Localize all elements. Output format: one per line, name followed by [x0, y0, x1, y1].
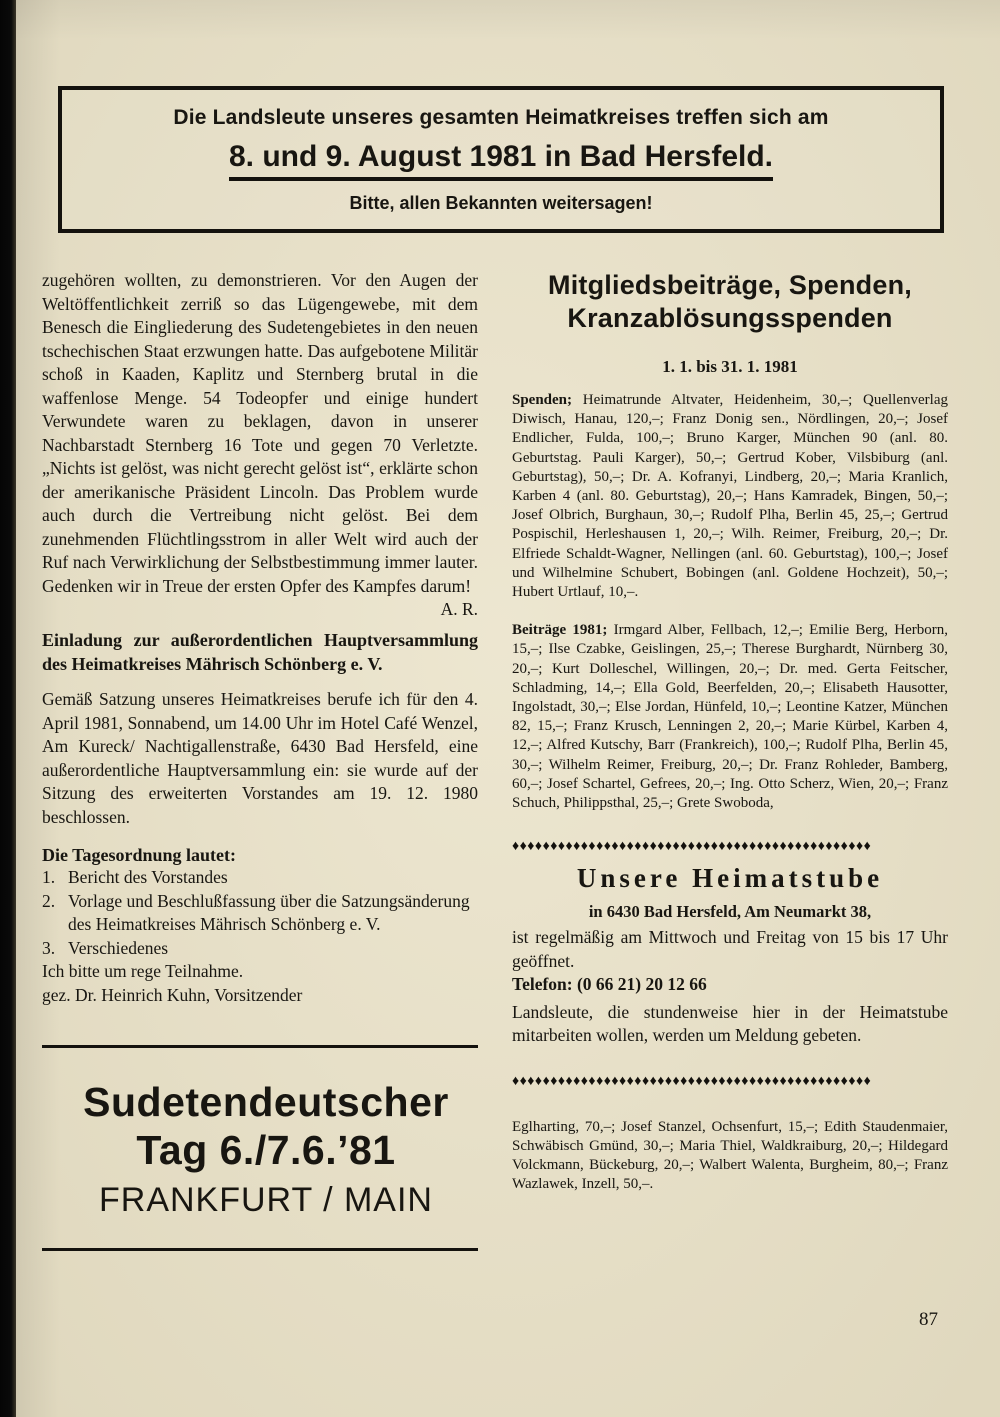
- intro-paragraph: [42, 269, 478, 619]
- heimatstube-note: Landsleute, die stundenweise hier in der Heimatstube mitarbeiten wollen, werden um Meldung gebeten.: [512, 1001, 948, 1046]
- spenden-text: Heimatrunde Altvater, Heidenheim, 30,–; Quellenverlag Diwisch, Hanau, 120,–; Franz Donig sen., Nördlingen, 20,–; Josef Endlicher, Fulda, 100,–; Bruno Karger, München 90 (anl. 80. Geburtstag. Pauli Karger), 50,–; Gertrud Kober, Vilsbiburg (anl. Geburtstag), 50,–; Dr. A. Kofranyi, Lindberg, 20,–; Maria Kranlich, Karben 4 (anl. 80. Geburtstag), 20,–; Hans Kamradek, Bingen, 50,–; Josef Olbrich, Burghaun, 30,–; Rudolf Plha, Berlin 45, 25,–; Gertrud Pospischil, Herleshausen 1, 20,–; Wilh. Reimer, Freiburg, 20,–; Dr. Elfriede Schaldt-Wagner, Nellingen (anl. 60. Geburtstag), 100,–; Josef und Wilhelmine Schubert, Bobingen (anl. Goldene Hochzeit), 50,–; Hubert Urtlauf, 10,–.: [512, 392, 948, 601]
- contributions-heading-line2: Kranzablösungsspenden: [567, 303, 893, 333]
- announcement-banner: [58, 86, 944, 233]
- agenda-item-1: [42, 866, 478, 890]
- agenda-note: Ich bitte um rege Teilnahme.: [42, 961, 244, 981]
- agenda-item-number: 2.: [42, 890, 56, 911]
- event-location: FRANKFURT / MAIN: [99, 1181, 433, 1219]
- left-column: [42, 269, 478, 1251]
- two-column-layout: [42, 269, 948, 1251]
- contributions-heading: [512, 269, 948, 335]
- agenda-item-number: 3.: [42, 937, 56, 958]
- agenda-heading: Die Tagesordnung lautet:: [42, 845, 237, 865]
- agenda-item-text: Vorlage und Beschlußfassung über die Satzungsänderung des Heimatkreises Mährisch Schönberg e. V.: [68, 890, 470, 934]
- intro-text: zugehören wollten, zu demonstrieren. Vor den Augen der Weltöffentlichkeit zerriß so das Lügengewebe, mit dem Benesch die Eingliederung des Sudetengebietes in den neuen tschechischen Staat erzwungen hatte. Das aufgebotene Militär schoß in Kaaden, Kaplitz und Sternberg brutal in die waffenlose Menge. 54 Todeopfer und einige hundert Verwundete waren zu beklagen, davon in unserer Nachbarstadt Sternberg 16 Tote und gegen 70 Verletzte. „Nichts ist gelöst, was nicht gerecht gelöst ist“, erklärte schon der amerikanische Präsident Lincoln. Das Problem wurde auch durch die Vertreibung nicht gelöst. Bei dem zunehmenden Flüchtlingsstrom in aller Welt wird auch der Ruf nach Verwirklichung der Selbstbestimmung immer lauter. Gedenken wir in Treue der ersten Opfer des Kampfes darum!: [42, 270, 478, 596]
- heimatstube-phone: Telefon: (0 66 21) 20 12 66: [512, 974, 707, 995]
- banner-line3: Bitte, allen Bekannten weitersagen!: [349, 193, 653, 213]
- spenden-paragraph: [512, 391, 948, 602]
- diamond-separator-bottom: ♦♦♦♦♦♦♦♦♦♦♦♦♦♦♦♦♦♦♦♦♦♦♦♦♦♦♦♦♦♦♦♦♦♦♦♦♦♦♦♦♦♦♦♦♦♦♦: [512, 1073, 872, 1089]
- heimatstube-heading: Unsere Heimatstube: [576, 863, 884, 894]
- agenda-item-number: 1.: [42, 867, 56, 887]
- final-donations-paragraph: Eglharting, 70,–; Josef Stanzel, Ochsenfurt, 15,–; Edith Staudenmaier, Schwäbisch Gmünd, 30,–; Maria Thiel, Waldkraiburg, 20,–; Hildegard Volckmann, Bückeburg, 20,–; Walbert Walenta, Burgheim, 80,–; Franz Wazlawek, Inzell, 50,–.: [512, 1118, 948, 1193]
- intro-signature: A. R.: [440, 599, 478, 619]
- binding-shadow: [0, 0, 16, 1417]
- banner-line1: Die Landsleute unseres gesamten Heimatkreises treffen sich am: [173, 106, 829, 129]
- spenden-label: Spenden;: [512, 392, 573, 408]
- heimatstube-hours: ist regelmäßig am Mittwoch und Freitag von 15 bis 17 Uhr geöffnet.: [512, 927, 948, 971]
- contributions-heading-line1: Mitgliedsbeiträge, Spenden,: [548, 270, 912, 300]
- beitraege-text: Irmgard Alber, Fellbach, 12,–; Emilie Berg, Herborn, 15,–; Ilse Czabke, Geislingen, 25,–; Therese Burghardt, Nürnberg 30, 20,–; Kurt Dolleschel, Willingen, 20,–; Dr. med. Gerta Feitscher, Schladming, 14,–; Ella Gold, Beerfelden, 20,–; Elisabeth Hausotter, Ingolstadt, 30,–; Else Jordan, Hünfeld, 10,–; Leontine Katzer, München 82, 15,–; Franz Krusch, Lenningen 2, 20,–; Marie Kürbel, Karben 4, 12,–; Alfred Kutschy, Barr (Frankreich), 100,–; Rudolf Plha, Berlin 45, 30,–; Wilhelm Reimer, Freiburg, 20,–; Dr. Franz Rohleder, Bamberg, 60,–; Josef Schartel, Gefrees, 20,–; Ing. Otto Scherz, Wien, 20,–; Franz Schuch, Philippsthal, 25,–; Grete Swoboda,: [512, 622, 948, 812]
- agenda-item-text: Bericht des Vorstandes: [68, 867, 228, 887]
- diamond-separator-top: ♦♦♦♦♦♦♦♦♦♦♦♦♦♦♦♦♦♦♦♦♦♦♦♦♦♦♦♦♦♦♦♦♦♦♦♦♦♦♦♦♦♦♦♦♦♦♦: [512, 839, 872, 855]
- sudetendeutscher-tag-box: [42, 1045, 478, 1251]
- beitraege-label: Beiträge 1981;: [512, 622, 608, 639]
- event-title-line1: Sudetendeutscher: [83, 1079, 449, 1125]
- date-range: 1. 1. bis 31. 1. 1981: [662, 357, 798, 376]
- page-number: 87: [919, 1309, 938, 1330]
- agenda-signature: gez. Dr. Heinrich Kuhn, Vorsitzender: [42, 984, 303, 1005]
- right-column: [512, 269, 948, 1251]
- invitation-paragraph: Gemäß Satzung unseres Heimatkreises berufe ich für den 4. April 1981, Sonnabend, um 14.00 Uhr im Hotel Café Wenzel, Am Kureck/ Nachtigallenstraße, 6430 Bad Hersfeld, eine außerordentliche Hauptversammlung ein: sie wurde auf der Sitzung des erweiterten Vorstandes am 19. 12. 1980 beschlossen.: [42, 689, 478, 827]
- banner-date-line: 8. und 9. August 1981 in Bad Hersfeld.: [229, 140, 773, 181]
- agenda-item-3: [42, 937, 478, 961]
- beitraege-paragraph: [512, 621, 948, 813]
- event-title-line2: Tag 6./7.6.’81: [136, 1127, 396, 1173]
- invitation-heading: Einladung zur außerordentlichen Hauptversammlung des Heimatkreises Mährisch Schönberg e. V.: [42, 630, 478, 674]
- agenda-item-text: Verschiedenes: [68, 937, 169, 958]
- heimatstube-address: in 6430 Bad Hersfeld, Am Neumarkt 38,: [588, 902, 872, 922]
- agenda-item-2: [42, 890, 478, 937]
